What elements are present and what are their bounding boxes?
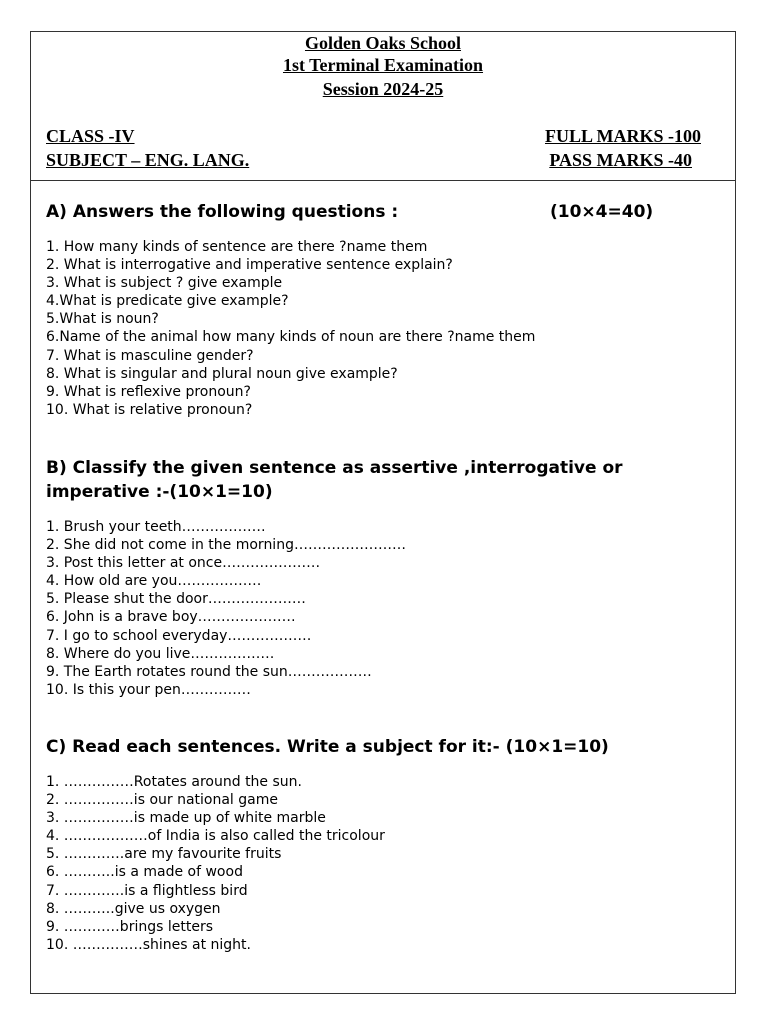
list-item: 3. What is subject ? give example [46, 275, 283, 292]
list-item: 9. …………brings letters [46, 918, 213, 935]
section-a-title: A) Answers the following questions : [46, 202, 399, 222]
session-label: Session 2024-25 [322, 79, 444, 99]
list-item: 5.What is noun? [46, 311, 159, 328]
list-item: 3. Post this letter at once………………… [46, 555, 321, 572]
list-item: 5. Please shut the door………………… [46, 591, 306, 608]
school-name: Golden Oaks School [304, 33, 462, 53]
list-item: 7. ………….is a flightless bird [46, 882, 248, 899]
subject-label: SUBJECT – ENG. LANG. [46, 150, 250, 170]
list-item: 1. ……………Rotates around the sun. [46, 774, 302, 790]
list-item: 10. What is relative pronoun? [46, 401, 253, 418]
list-item: 3. ……………is made up of white marble [46, 810, 326, 827]
section-b-title-line2: imperative :-(10×1=10) [46, 482, 273, 502]
exam-title: 1st Terminal Examination [282, 55, 484, 75]
list-item: 6. John is a brave boy………………… [46, 609, 296, 626]
list-item: 9. The Earth rotates round the sun……………… [46, 663, 372, 680]
list-item: 6. ………..is a made of wood [46, 864, 243, 881]
list-item: 2. What is interrogative and imperative sentence explain? [46, 257, 453, 274]
class-label: CLASS -IV [46, 126, 135, 146]
list-item: 5. ………….are my favourite fruits [46, 846, 282, 863]
list-item: 4.What is predicate give example? [46, 293, 289, 310]
full-marks-label: FULL MARKS -100 [544, 126, 701, 146]
list-item: 6.Name of the animal how many kinds of noun are there ?name them [46, 329, 536, 346]
list-item: 2. She did not come in the morning…………………… [46, 537, 406, 554]
section-a-marks: (10×4=40) [550, 202, 654, 222]
section-c-questions [46, 773, 385, 954]
list-item: 1. How many kinds of sentence are there ?name them [46, 239, 428, 255]
section-b-title-line1: B) Classify the given sentence as assertive ,interrogative or [46, 458, 623, 478]
list-item: 7. I go to school everyday……………… [46, 627, 312, 644]
list-item: 8. ………..give us oxygen [46, 900, 221, 917]
exam-paper [30, 31, 736, 994]
list-item: 8. Where do you live……………… [46, 645, 275, 662]
exam-header [31, 32, 735, 181]
list-item: 4. ………………of India is also called the tricolour [46, 828, 385, 845]
list-item: 4. How old are you……………… [46, 573, 262, 590]
section-b-questions [46, 518, 406, 699]
list-item: 9. What is reflexive pronoun? [46, 383, 251, 400]
list-item: 10. Is this your pen…………… [46, 681, 251, 698]
list-item: 8. What is singular and plural noun give example? [46, 365, 398, 382]
section-c-title: C) Read each sentences. Write a subject for it:- (10×1=10) [46, 737, 609, 757]
list-item: 1. Brush your teeth……………… [46, 519, 266, 535]
section-a-questions [46, 238, 535, 419]
list-item: 7. What is masculine gender? [46, 347, 254, 364]
list-item: 10. ……………shines at night. [46, 936, 251, 953]
list-item: 2. ……………is our national game [46, 792, 278, 809]
pass-marks-label: PASS MARKS -40 [549, 150, 692, 170]
